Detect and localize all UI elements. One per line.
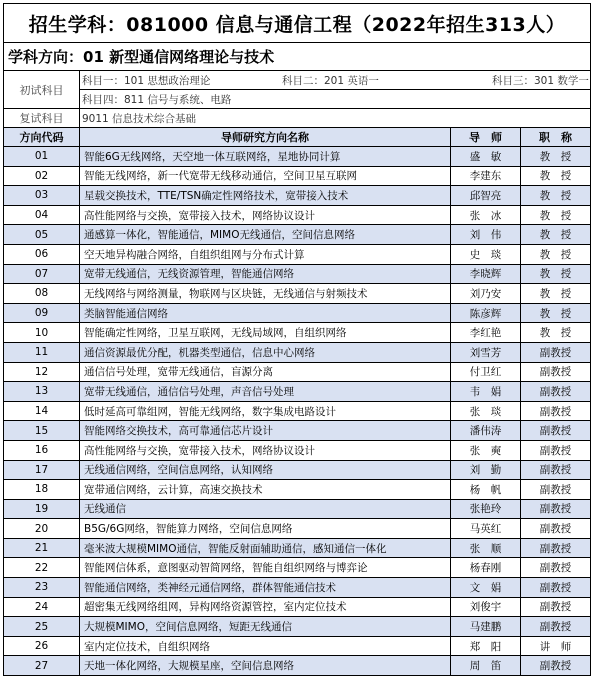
table-row — [4, 147, 591, 167]
research-direction: 无线网络与网络测量，物联网与区块链，无线通信与射频技术 — [80, 284, 451, 304]
exam-subject-3: 科目三：301 数学一 — [492, 74, 589, 87]
table-row — [4, 636, 591, 656]
tutor-title: 教 授 — [521, 186, 591, 206]
admission-table — [3, 3, 591, 676]
direction-code: 14 — [4, 401, 80, 421]
tutor-name: 张 琰 — [451, 401, 521, 421]
column-header-row — [4, 128, 591, 147]
tutor-name: 李红艳 — [451, 323, 521, 343]
exam-subject-1: 科目一：101 思想政治理论 — [82, 74, 211, 87]
direction-code: 05 — [4, 225, 80, 245]
tutor-title: 副教授 — [521, 578, 591, 598]
exam-subject-2: 科目二：201 英语一 — [282, 74, 379, 87]
initial-exam-label: 初试科目 — [4, 71, 80, 109]
tutor-title: 副教授 — [521, 656, 591, 676]
research-direction: 毫米波大规模MIMO通信，智能反射面辅助通信，感知通信一体化 — [80, 538, 451, 558]
research-direction: 宽带无线通信，通信信号处理，声音信号处理 — [80, 382, 451, 402]
tutor-name: 周 笛 — [451, 656, 521, 676]
research-direction: 智能网络交换技术，高可靠通信芯片设计 — [80, 421, 451, 441]
direction-code: 20 — [4, 519, 80, 539]
column-header-title: 职 称 — [521, 128, 591, 147]
tutor-title: 教 授 — [521, 225, 591, 245]
direction-code: 13 — [4, 382, 80, 402]
tutor-name: 刘 勤 — [451, 460, 521, 480]
research-direction: 无线通信 — [80, 499, 451, 519]
column-header-research: 导师研究方向名称 — [80, 128, 451, 147]
table-row — [4, 558, 591, 578]
discipline-direction: 学科方向：01 新型通信网络理论与技术 — [4, 43, 591, 71]
tutor-title: 教 授 — [521, 264, 591, 284]
table-row — [4, 656, 591, 676]
tutor-title: 副教授 — [521, 382, 591, 402]
tutor-name: 张 顺 — [451, 538, 521, 558]
direction-code: 06 — [4, 244, 80, 264]
retest-label: 复试科目 — [4, 109, 80, 128]
table-row — [4, 421, 591, 441]
direction-code: 01 — [4, 147, 80, 167]
tutor-name: 郑 阳 — [451, 636, 521, 656]
tutor-name: 李建东 — [451, 166, 521, 186]
direction-code: 02 — [4, 166, 80, 186]
tutor-title: 副教授 — [521, 480, 591, 500]
research-direction: 无线通信网络，空间信息网络，认知网络 — [80, 460, 451, 480]
research-direction: 星载交换技术，TTE/TSN确定性网络技术，宽带接入技术 — [80, 186, 451, 206]
tutor-name: 杨 帆 — [451, 480, 521, 500]
tutor-title: 教 授 — [521, 166, 591, 186]
research-direction: 高性能网络与交换，宽带接入技术，网络协议设计 — [80, 205, 451, 225]
tutor-title: 副教授 — [521, 558, 591, 578]
tutor-title: 教 授 — [521, 323, 591, 343]
table-row — [4, 362, 591, 382]
tutor-title: 教 授 — [521, 303, 591, 323]
table-row — [4, 578, 591, 598]
direction-code: 08 — [4, 284, 80, 304]
table-row — [4, 244, 591, 264]
tutor-title: 副教授 — [521, 342, 591, 362]
research-direction: 大规模MIMO，空间信息网络，短距无线通信 — [80, 617, 451, 637]
direction-code: 27 — [4, 656, 80, 676]
research-direction: 智能无线网络，新一代宽带无线移动通信，空间卫星互联网 — [80, 166, 451, 186]
admission-document — [3, 3, 590, 676]
tutor-title: 副教授 — [521, 362, 591, 382]
direction-code: 16 — [4, 440, 80, 460]
table-row — [4, 225, 591, 245]
tutor-title: 副教授 — [521, 460, 591, 480]
direction-code: 23 — [4, 578, 80, 598]
research-direction: 宽带通信网络，云计算，高速交换技术 — [80, 480, 451, 500]
research-direction: 智能网信体系，意图驱动智简网络，智能自组织网络与博弈论 — [80, 558, 451, 578]
research-direction: 宽带无线通信，无线资源管理，智能通信网络 — [80, 264, 451, 284]
research-direction: 低时延高可靠组网，智能无线网络，数字集成电路设计 — [80, 401, 451, 421]
research-direction: 通信信号处理，宽带无线通信，盲源分离 — [80, 362, 451, 382]
direction-code: 11 — [4, 342, 80, 362]
table-row — [4, 382, 591, 402]
direction-code: 15 — [4, 421, 80, 441]
table-row — [4, 303, 591, 323]
tutor-name: 潘伟涛 — [451, 421, 521, 441]
research-direction: 智能6G无线网络，天空地一体互联网络，星地协同计算 — [80, 147, 451, 167]
tutor-title: 教 授 — [521, 205, 591, 225]
tutor-title: 副教授 — [521, 401, 591, 421]
table-row — [4, 538, 591, 558]
tutor-title: 副教授 — [521, 597, 591, 617]
direction-code: 07 — [4, 264, 80, 284]
table-row — [4, 597, 591, 617]
table-row — [4, 166, 591, 186]
tutor-name: 韦 娟 — [451, 382, 521, 402]
tutor-title: 教 授 — [521, 147, 591, 167]
tutor-name: 刘乃安 — [451, 284, 521, 304]
document-title: 招生学科：081000 信息与通信工程（2022年招生313人） — [4, 4, 591, 43]
tutor-title: 副教授 — [521, 617, 591, 637]
tutor-title: 副教授 — [521, 440, 591, 460]
research-direction: 高性能网络与交换，宽带接入技术，网络协议设计 — [80, 440, 451, 460]
tutor-title: 副教授 — [521, 519, 591, 539]
direction-code: 19 — [4, 499, 80, 519]
direction-code: 26 — [4, 636, 80, 656]
table-row — [4, 480, 591, 500]
table-row — [4, 323, 591, 343]
direction-code: 04 — [4, 205, 80, 225]
research-direction: 通感算一体化，智能通信，MIMO无线通信，空间信息网络 — [80, 225, 451, 245]
direction-code: 21 — [4, 538, 80, 558]
exam-subjects-line2 — [80, 90, 591, 109]
tutor-name: 刘俊宇 — [451, 597, 521, 617]
direction-code: 09 — [4, 303, 80, 323]
research-direction: 室内定位技术，自组织网络 — [80, 636, 451, 656]
tutor-title: 副教授 — [521, 499, 591, 519]
direction-code: 10 — [4, 323, 80, 343]
tutor-title: 讲 师 — [521, 636, 591, 656]
research-direction: 类脑智能通信网络 — [80, 303, 451, 323]
tutor-name: 陈彦辉 — [451, 303, 521, 323]
table-row — [4, 519, 591, 539]
tutor-title: 教 授 — [521, 244, 591, 264]
direction-code: 18 — [4, 480, 80, 500]
tutor-name: 李晓辉 — [451, 264, 521, 284]
tutor-name: 刘雪芳 — [451, 342, 521, 362]
tutor-name: 张 奭 — [451, 440, 521, 460]
tutor-name: 马英红 — [451, 519, 521, 539]
tutor-name: 杨春刚 — [451, 558, 521, 578]
research-direction: 超密集无线网络组网，异构网络资源管控，室内定位技术 — [80, 597, 451, 617]
table-row — [4, 186, 591, 206]
table-row — [4, 401, 591, 421]
direction-code: 24 — [4, 597, 80, 617]
direction-code: 17 — [4, 460, 80, 480]
tutor-name: 张艳玲 — [451, 499, 521, 519]
table-row — [4, 440, 591, 460]
direction-code: 22 — [4, 558, 80, 578]
direction-code: 25 — [4, 617, 80, 637]
research-direction: 智能通信网络，类神经元通信网络，群体智能通信技术 — [80, 578, 451, 598]
tutor-name: 盛 敏 — [451, 147, 521, 167]
tutor-name: 刘 伟 — [451, 225, 521, 245]
tutor-name: 马建鹏 — [451, 617, 521, 637]
column-header-tutor: 导 师 — [451, 128, 521, 147]
table-row — [4, 342, 591, 362]
tutor-name: 史 琰 — [451, 244, 521, 264]
column-header-code: 方向代码 — [4, 128, 80, 147]
research-direction: 空天地异构融合网络，自组织组网与分布式计算 — [80, 244, 451, 264]
tutor-name: 文 娟 — [451, 578, 521, 598]
research-direction: 通信资源最优分配，机器类型通信，信息中心网络 — [80, 342, 451, 362]
table-row — [4, 460, 591, 480]
tutor-title: 副教授 — [521, 538, 591, 558]
table-row — [4, 205, 591, 225]
tutor-title: 教 授 — [521, 284, 591, 304]
direction-code: 12 — [4, 362, 80, 382]
tutor-name: 付卫红 — [451, 362, 521, 382]
direction-code: 03 — [4, 186, 80, 206]
table-row — [4, 284, 591, 304]
research-direction: B5G/6G网络，智能算力网络，空间信息网络 — [80, 519, 451, 539]
exam-subjects-line1 — [80, 71, 591, 90]
exam-subject-4: 科目四：811 信号与系统、电路 — [82, 93, 232, 106]
research-direction: 智能确定性网络，卫星互联网，无线局域网，自组织网络 — [80, 323, 451, 343]
research-direction: 天地一体化网络，大规模星座，空间信息网络 — [80, 656, 451, 676]
table-row — [4, 264, 591, 284]
tutor-title: 副教授 — [521, 421, 591, 441]
table-row — [4, 499, 591, 519]
tutor-name: 张 冰 — [451, 205, 521, 225]
table-row — [4, 617, 591, 637]
tutor-name: 邱智亮 — [451, 186, 521, 206]
retest-subject: 9011 信息技术综合基础 — [80, 109, 591, 128]
